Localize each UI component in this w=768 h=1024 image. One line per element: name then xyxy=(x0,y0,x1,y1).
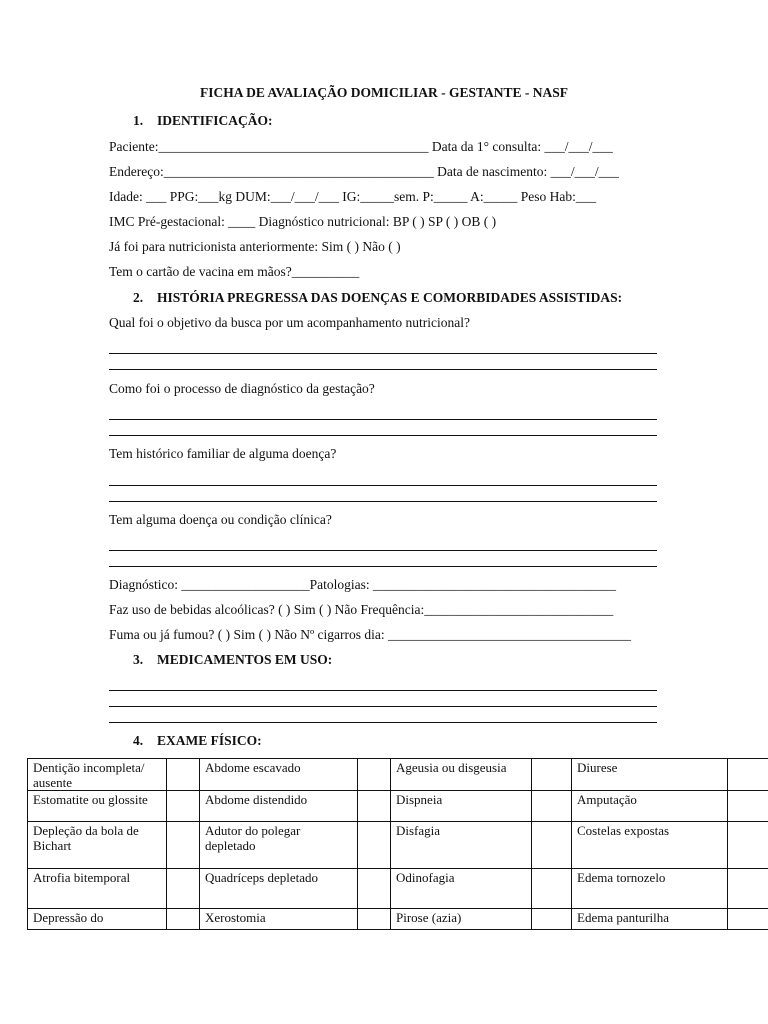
exam-item: Pirose (azia) xyxy=(391,909,532,930)
table-row xyxy=(28,822,768,869)
exam-checkbox-cell[interactable] xyxy=(167,759,200,791)
section-identificacao-heading: 1. IDENTIFICAÇÃO: xyxy=(133,113,273,128)
exam-table xyxy=(27,758,768,930)
diagnostico-patologias-field[interactable]: Diagnóstico: ___________________Patologias: ____________________________________ xyxy=(109,577,616,592)
exam-checkbox-cell[interactable] xyxy=(358,909,391,930)
form-title: FICHA DE AVALIAÇÃO DOMICILIAR - GESTANTE - NASF xyxy=(200,85,568,100)
exam-checkbox-cell[interactable] xyxy=(167,822,200,869)
exam-item: Odinofagia xyxy=(391,869,532,909)
exam-checkbox-cell[interactable] xyxy=(532,909,572,930)
section-exame-fisico-heading: 4. EXAME FÍSICO: xyxy=(133,733,262,748)
medication-line[interactable] xyxy=(109,706,657,707)
question-historico-familiar: Tem histórico familiar de alguma doença? xyxy=(109,446,337,461)
exam-item: Abdome distendido xyxy=(200,791,358,822)
exam-item: Quadríceps depletado xyxy=(200,869,358,909)
exam-item: Costelas expostas xyxy=(572,822,728,869)
exam-item: Amputação xyxy=(572,791,728,822)
exam-checkbox-cell[interactable] xyxy=(358,869,391,909)
exam-checkbox-cell[interactable] xyxy=(728,869,768,909)
exam-checkbox-cell[interactable] xyxy=(167,869,200,909)
exam-item: Adutor do polegar depletado xyxy=(200,822,358,869)
exam-checkbox-cell[interactable] xyxy=(532,791,572,822)
answer-line[interactable] xyxy=(109,353,657,354)
table-row xyxy=(28,909,768,930)
exam-item: Xerostomia xyxy=(200,909,358,930)
exam-checkbox-cell[interactable] xyxy=(167,791,200,822)
exam-item: Estomatite ou glossite xyxy=(28,791,167,822)
answer-line[interactable] xyxy=(109,485,657,486)
exam-checkbox-cell[interactable] xyxy=(358,822,391,869)
exam-item: Diurese xyxy=(572,759,728,791)
exam-item: Depressão do xyxy=(28,909,167,930)
section-medicamentos-heading: 3. MEDICAMENTOS EM USO: xyxy=(133,652,333,667)
question-doenca-condicao: Tem alguma doença ou condição clínica? xyxy=(109,512,332,527)
exam-item: Disfagia xyxy=(391,822,532,869)
exam-item: Abdome escavado xyxy=(200,759,358,791)
answer-line[interactable] xyxy=(109,419,657,420)
table-row xyxy=(28,759,768,791)
exam-item: Depleção da bola de Bichart xyxy=(28,822,167,869)
bebidas-alcoolicas-field[interactable]: Faz uso de bebidas alcoólicas? ( ) Sim ( ) Não Frequência:____________________________ xyxy=(109,602,614,617)
paciente-field[interactable]: Paciente:________________________________________ Data da 1° consulta: ___/___/___ xyxy=(109,139,613,154)
cartao-vacina-field[interactable]: Tem o cartão de vacina em mãos?__________ xyxy=(109,264,360,279)
answer-line[interactable] xyxy=(109,566,657,567)
answer-line[interactable] xyxy=(109,501,657,502)
exam-item: Dispneia xyxy=(391,791,532,822)
table-row xyxy=(28,791,768,822)
exam-item: Atrofia bitemporal xyxy=(28,869,167,909)
question-objetivo: Qual foi o objetivo da busca por um acompanhamento nutricional? xyxy=(109,315,471,330)
exam-checkbox-cell[interactable] xyxy=(532,759,572,791)
idade-ppg-field[interactable]: Idade: ___ PPG:___kg DUM:___/___/___ IG:_____sem. P:_____ A:_____ Peso Hab:___ xyxy=(109,189,597,204)
exam-item: Dentição incompleta/ ausente xyxy=(28,759,167,791)
exam-checkbox-cell[interactable] xyxy=(728,822,768,869)
exam-item: Ageusia ou disgeusia xyxy=(391,759,532,791)
exam-item: Edema panturilha xyxy=(572,909,728,930)
imc-diagnostico-field[interactable]: IMC Pré-gestacional: ____ Diagnóstico nutricional: BP ( ) SP ( ) OB ( ) xyxy=(109,214,497,229)
exam-checkbox-cell[interactable] xyxy=(358,759,391,791)
answer-line[interactable] xyxy=(109,369,657,370)
fumo-field[interactable]: Fuma ou já fumou? ( ) Sim ( ) Não Nº cigarros dia: ____________________________________ xyxy=(109,627,631,642)
nutricionista-field[interactable]: Já foi para nutricionista anteriormente: Sim ( ) Não ( ) xyxy=(109,239,401,254)
answer-line[interactable] xyxy=(109,550,657,551)
exam-checkbox-cell[interactable] xyxy=(728,759,768,791)
exam-item: Edema tornozelo xyxy=(572,869,728,909)
section-historia-heading: 2. HISTÓRIA PREGRESSA DAS DOENÇAS E COMORBIDADES ASSISTIDAS: xyxy=(133,290,623,305)
exam-checkbox-cell[interactable] xyxy=(532,822,572,869)
medication-line[interactable] xyxy=(109,690,657,691)
exam-checkbox-cell[interactable] xyxy=(728,909,768,930)
exam-checkbox-cell[interactable] xyxy=(532,869,572,909)
exam-checkbox-cell[interactable] xyxy=(728,791,768,822)
question-diagnostico-gestacao: Como foi o processo de diagnóstico da gestação? xyxy=(109,381,375,396)
medication-line[interactable] xyxy=(109,722,657,723)
table-row xyxy=(28,869,768,909)
exam-checkbox-cell[interactable] xyxy=(167,909,200,930)
answer-line[interactable] xyxy=(109,435,657,436)
endereco-field[interactable]: Endereço:________________________________________ Data de nascimento: ___/___/___ xyxy=(109,164,619,179)
exam-checkbox-cell[interactable] xyxy=(358,791,391,822)
